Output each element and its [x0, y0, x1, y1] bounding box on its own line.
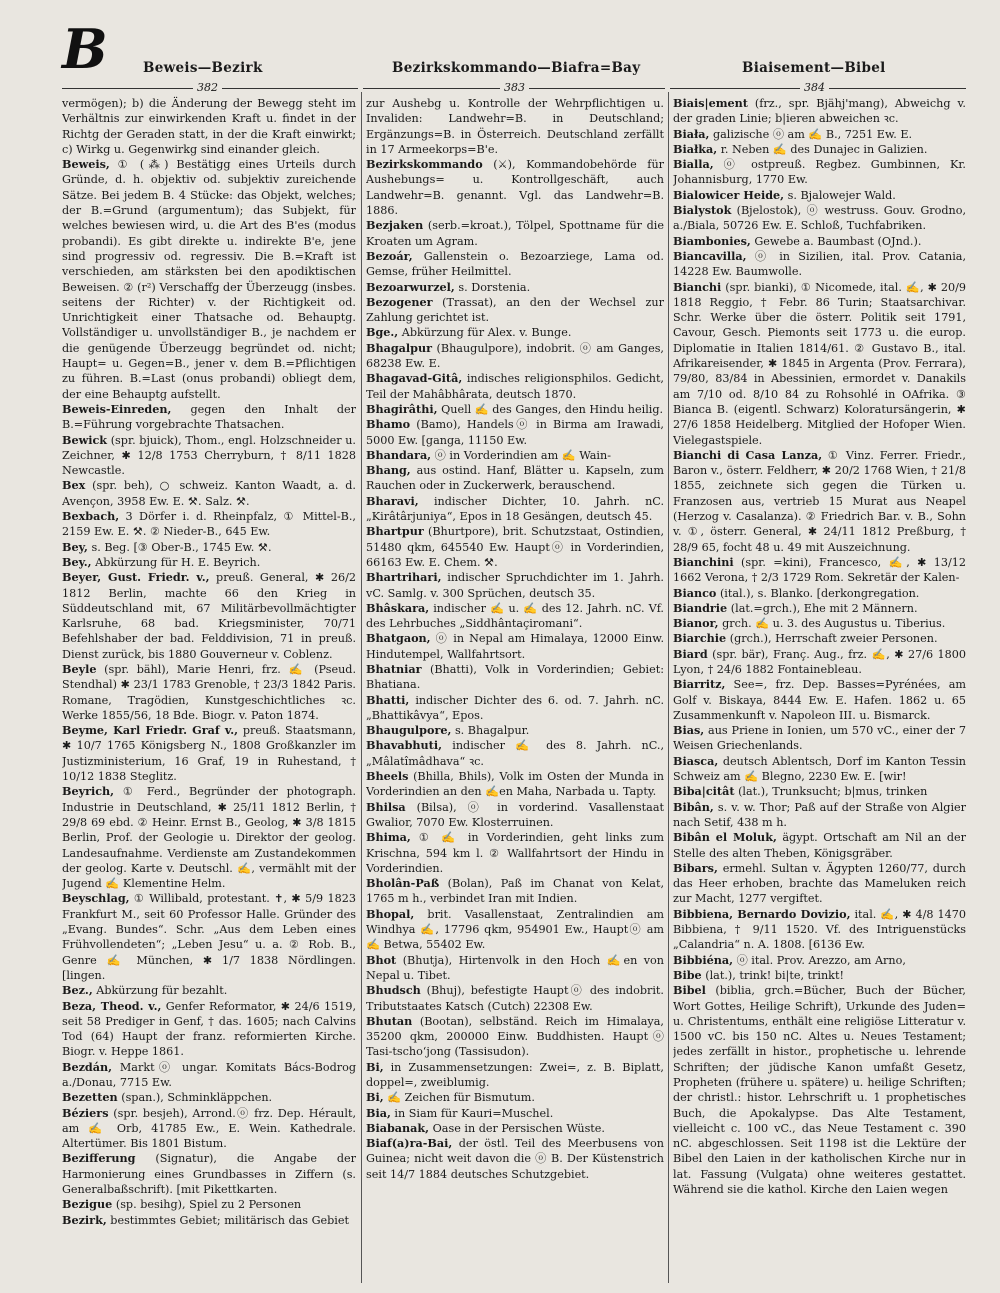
entry-headword: Bhatti, [366, 692, 410, 707]
entry-definition: ⓞ in Vorderindien am ✍ Wain- [434, 448, 611, 462]
entry-headword: Bhâskara, [366, 600, 430, 615]
dictionary-entry [673, 754, 966, 785]
entry-definition: Gallenstein o. Bezoarziege, Lama od. Gemse, früher Heilmittel. [366, 249, 664, 279]
dictionary-entry [673, 861, 966, 907]
entry-definition: (span.), Schminkläppchen. [121, 1091, 273, 1105]
entry-headword: Bex [62, 478, 86, 493]
entry-headword: Białka, [673, 141, 718, 156]
entry-headword: Bezogener [366, 294, 433, 309]
entry-headword: Bhang, [366, 463, 411, 478]
entry-headword: Bianchini [673, 554, 734, 569]
continuation-text: vermögen); b) die Änderung der Bewegg steht im Verhältnis zur einwirkenden Kraft u. findet in der Richtg der Geraden statt, in der die Kraft einwirkt; c) Wirkg u. Gegenwirkg sind einander gleich. [62, 97, 356, 156]
entry-headword: Bheels [366, 769, 409, 784]
dictionary-entry [366, 157, 664, 218]
dictionary-entry [366, 876, 664, 907]
dictionary-entry [366, 280, 664, 295]
entry-headword: Bibbiena, Bernardo Dovizio, [673, 906, 851, 921]
dictionary-entry [62, 662, 356, 723]
dictionary-entry [62, 983, 356, 998]
dictionary-entry [62, 157, 356, 402]
entry-headword: Bhartrihari, [366, 570, 442, 585]
entry-definition: in Siam für Kauri=Muschel. [394, 1106, 554, 1120]
entry-definition: (spr. =kini), Francesco, ✍, ✱ 13/12 1662 Verona, † 2/3 1729 Rom. Sekretär der Kalen- [673, 555, 966, 585]
entry-headword: Bezirk, [62, 1212, 107, 1227]
entry-definition: See=, frz. Dep. Basses=Pyrénées, am Golf v. Biskaya, 8444 Ew. E. Hafen. 1862 u. 65 Zusammenkunft v. Napoleon III. u. Bismarck. [673, 678, 966, 722]
entry-definition: s. Beg. [③ Ober-B., 1745 Ew. ⚒. [91, 540, 272, 554]
entry-headword: Beweis, [62, 157, 110, 172]
entry-headword: Biasca, [673, 753, 719, 768]
entry-definition: indischer Dichter, 10. Jahrh. nC. „Kirâtârjuniya“, Epos in 18 Gesängen, deutsch 45. [366, 494, 664, 524]
dictionary-entry [366, 601, 664, 632]
dictionary-entry [62, 555, 356, 570]
entry-headword: Bge., [366, 325, 399, 340]
dictionary-entry [62, 723, 356, 784]
entry-headword: Béziers [62, 1105, 109, 1120]
entry-definition: ⓞ in Sizilien, ital. Prov. Catania, 14228 Ew. Baumwolle. [673, 249, 966, 279]
dictionary-entry [62, 1106, 356, 1152]
dictionary-entry [673, 555, 966, 586]
dictionary-entry [673, 142, 966, 157]
entry-definition: Abkürzung für bezahlt. [96, 984, 228, 998]
entry-definition: grch. ✍ u. 3. des Augustus u. Tiberius. [722, 617, 946, 631]
entry-headword: Bialla, [673, 157, 714, 172]
dictionary-entry [366, 769, 664, 800]
entry-headword: Bezirkskommando [366, 157, 483, 172]
entry-headword: Bhandara, [366, 447, 432, 462]
entry-headword: Bhagalpur [366, 340, 433, 355]
entry-definition: (Bootan), selbständ. Reich im Himalaya, 35200 qkm, 200000 Einw. Buddhisten. Hauptⓞ Tasi-tschoʻjong (Tassisudon). [366, 1014, 664, 1059]
entry-headword: Bias, [673, 723, 705, 738]
dictionary-entry [366, 417, 664, 448]
dictionary-entry [673, 830, 966, 861]
column-right [673, 96, 966, 1283]
dictionary-entry [366, 325, 664, 340]
dictionary-entry [366, 738, 664, 769]
dictionary-entry [673, 800, 966, 831]
entry-definition: (biblia, grch.=Bücher, Buch der Bücher, Wort Gottes, Heilige Schrift), Urkunde des Juden= u. Christentums, enthält eine religiöse Litteratur v. 1500 vC. bis 150 nC. Altes u. Neues Testament; jedes zerfällt in histor., prophetische u. lehrende Schriften; der jüdische Kanon umfaßt Gesetz, Propheten (frühere u. spätere) u. heilige Schriften; der christl.: histor. Lehrschrift u. 1 prophetisches Buch, die Apokalypse. Das Alte Testament, vielleicht c. 100 vC., das Neue Testament c. 390 nC. abgeschlossen. Seit 1198 ist die Lektüre der Bibel den Laien in der katholischen Kirche nur in lat. Fassung (Vulgata) ohne weiteres gestattet. Während sie die kathol. Kirche den Laien wegen [673, 984, 966, 1197]
entry-headword: Biarritz, [673, 677, 726, 692]
entry-definition: (spr. bjuick), Thom., engl. Holzschneider u. Zeichner, ✱ 12/8 1753 Cherryburn, † 8/11 1828 Newcastle. [62, 433, 356, 478]
dictionary-entry [366, 1014, 664, 1060]
dictionary-entry [366, 524, 664, 570]
dictionary-entry [366, 1136, 664, 1182]
entry-headword: Bhilsa [366, 799, 406, 814]
dictionary-entry [673, 616, 966, 631]
entry-headword: Bialystok [673, 203, 732, 218]
running-head-middle: Bezirkskommando—Biafra=Bay [392, 60, 641, 76]
entry-headword: Bezigue [62, 1197, 113, 1212]
dictionary-entry [62, 1151, 356, 1197]
entry-headword: Biba|citât [673, 784, 735, 799]
entry-definition: in Zusammensetzungen: Zwei=, z. B. Biplatt, doppel=, zweiblumig. [366, 1060, 664, 1089]
entry-definition: (Bhuj), befestigte Hauptⓞ des indobrit. Tributstaates Katsch (Cutch) 22308 Ew. [366, 984, 664, 1013]
dictionary-entry [673, 968, 966, 983]
dictionary-entry [673, 983, 966, 1197]
dictionary-entry [366, 693, 664, 724]
dictionary-entry [62, 570, 356, 662]
entry-definition: aus ostind. Hanf, Blätter u. Kapseln, zum Rauchen oder in Zuckerwerk, berauschend. [366, 464, 664, 493]
dictionary-entry [673, 280, 966, 448]
dictionary-entry [673, 953, 966, 968]
dictionary-entry [366, 662, 664, 693]
entry-definition: (lat.), trink! bi|te, trinkt! [705, 968, 844, 982]
entry-definition: ① Vinz. Ferrer. Friedr., Baron v., österr. Feldherr, ✱ 20/2 1768 Wien, † 21/8 1855, zeichnete sich gegen die Türken u. Franzosen aus, vertrieb 15 Murat aus Neapel (Herzog v. Casalanza). ② Friedrich Bar. v. B., Sohn v. ①, österr. General, ✱ 24/11 1812 Preßburg, † 28/9 65, focht 48 u. 49 mit Auszeichnung. [673, 448, 966, 554]
dictionary-entry [673, 157, 966, 188]
dictionary-entry [62, 891, 356, 983]
entry-headword: Bhatgaon, [366, 631, 431, 646]
dictionary-entry [62, 1090, 356, 1105]
entry-definition: ⓞ ital. Prov. Arezzo, am Arno, [736, 953, 906, 967]
dictionary-entry [62, 509, 356, 540]
dictionary-entry [62, 784, 356, 891]
entry-definition: (lat.), Trunksucht; b|mus, trinken [738, 785, 928, 799]
dictionary-entry [673, 127, 966, 142]
entry-headword: Bhatniar [366, 661, 422, 676]
dictionary-entry [366, 953, 664, 984]
entry-headword: Bhagavad-Gitâ, [366, 371, 463, 386]
continuation-text: zur Aushebg u. Kontrolle der Wehrpflichtigen u. Invaliden: Landwehr=B. in Deutschland; Ergänzungs=B. in Österreich. Deutschland zerfällt in 17 Armeekorps=B'e. [366, 97, 664, 156]
dictionary-entry [366, 295, 664, 326]
entry-headword: Bhudsch [366, 983, 421, 998]
dictionary-entry [366, 218, 664, 249]
entry-headword: Bhima, [366, 830, 411, 845]
entry-definition: (Bhurtpore), brit. Schutzstaat, Ostindien, 51480 qkm, 645540 Ew. Hauptⓞ in Vorderindien, 66163 Ew. E. Chem. ⚒. [366, 525, 664, 569]
entry-definition: (Bjelostok), ⓞ westruss. Gouv. Grodno, a./Biala, 50726 Ew. E. Schloß, Tuchfabriken. [673, 204, 966, 233]
entry-definition: indischer ✍ u. ✍ des 12. Jahrh. nC. Vf. des Lehrbuches „Siddhântaçiromani“. [366, 601, 664, 631]
entry-definition: Quell ✍ des Ganges, den Hindu heilig. [441, 402, 664, 416]
entry-headword: Bia, [366, 1105, 391, 1120]
dictionary-entry [366, 723, 664, 738]
entry-definition: (⚔), Kommandobehörde für Aushebungs= u. Kontrollgeschäft, auch Landwehr=B. genannt. Vgl. das Landwehr=B. 1886. [366, 158, 664, 218]
column-left [62, 96, 356, 1283]
entry-definition: (spr. bähl), Marie Henri, frz. ✍ (Pseud. Stendhal) ✱ 23/1 1783 Grenoble, † 23/3 1842 Paris. Romane, Tragödien, Kunstgeschichtliches ꝛc. Werke 1855/56, 18 Bde. Biogr. v. Paton 1874. [62, 662, 356, 722]
entry-headword: Bezetten [62, 1090, 118, 1105]
entry-definition: indisches religionsphilos. Gedicht, Teil der Mahâbhârata, deutsch 1870. [366, 372, 664, 401]
entry-headword: Beyme, Karl Friedr. Graf v., [62, 723, 238, 738]
entry-definition: (Bamo), Handelsⓞ in Birma am Irawadi, 5000 Ew. [ganga, 11150 Ew. [366, 418, 664, 447]
entry-definition: (grch.), Herrschaft zweier Personen. [729, 632, 938, 646]
entry-definition: (spr. bianki), ① Nicomede, ital. ✍, ✱ 20/9 1818 Reggio, † Febr. 86 Turin; Staatsarchivar. Schr. Werke über die österr. Politik seit 1791, Cavour, Gesch. Piemonts seit 1773 u. die europ. Diplomatie in Italien 1814/61. ② Gustavo B., ital. Afrikareisender, ✱ 1845 in Argenta (Prov. Ferrara), 79/80, 83/84 in Abessinien, ermordet v. Danakils am 7/10 od. 8/10 84 zu Rohsohlé in OAfrika. ③ Bianca B. (eigentl. Schwarz) Koloratursängerin, ✱ 27/6 1858 Heidelberg. Mitglied der Hofoper Wien. Vielegastspiele. [673, 280, 966, 447]
entry-definition: aus Priene in Ionien, um 570 vC., einer der 7 Weisen Griechenlands. [673, 724, 966, 753]
entry-definition: ① ✍ in Vorderindien, geht links zum Krischna, 594 km l. ② Wallfahrtsort der Hindu in Vorderindien. [366, 831, 664, 875]
entry-headword: Bhopal, [366, 906, 415, 921]
column-middle [366, 96, 664, 1283]
dictionary-entry [366, 800, 664, 831]
dictionary-entry [366, 341, 664, 372]
dictionary-entry [366, 1121, 664, 1136]
entry-headword: Bialowicer Heide, [673, 187, 785, 202]
entry-headword: Bibbiéna, [673, 952, 733, 967]
dictionary-entry [673, 907, 966, 953]
entry-headword: Biarchie [673, 631, 727, 646]
entry-definition: ✍ Zeichen für Bismutum. [387, 1091, 535, 1105]
entry-definition: Oase in der Persischen Wüste. [432, 1121, 605, 1135]
entry-definition: (spr. bär), Franç. Aug., frz. ✍, ✱ 27/6 1800 Lyon, † 24/6 1882 Fontainebleau. [673, 647, 966, 676]
entry-definition: indischer Dichter des 6. od. 7. Jahrh. nC. „Bhattikâvya“, Epos. [366, 693, 664, 722]
dictionary-entry [366, 631, 664, 662]
entry-definition: (Bhutja), Hirtenvolk in den Hoch ✍en von Nepal u. Tibet. [366, 953, 664, 982]
entry-definition: (Bhilla, Bhils), Volk im Osten der Munda in Vorderindien an den ✍en Maha, Narbada u. Tapty. [366, 770, 664, 799]
entry-definition: 3 Dörfer i. d. Rheinpfalz, ① Mittel-B., 2159 Ew. E. ⚒. ② Nieder-B., 645 Ew. [62, 510, 356, 539]
entry-headword: Bibel [673, 983, 706, 998]
dictionary-entry [673, 448, 966, 555]
entry-headword: Bezoár, [366, 248, 413, 263]
entry-definition: (Signatur), die Angabe der Harmonierung eines Grundbasses in Ziffern (s. Generalbaßschrift). [mit Pikettkarten. [62, 1152, 356, 1197]
entry-definition: bestimmtes Gebiet; militärisch das Gebiet [110, 1213, 349, 1227]
dictionary-entry [62, 1213, 356, 1228]
dictionary-entry [366, 402, 664, 417]
entry-definition: ermehl. Sultan v. Ägypten 1260/77, durch das Heer erhoben, brachte das Mameluken reich zur Macht, 1277 vergiftet. [673, 861, 966, 906]
entry-definition: (sp. besihg), Spiel zu 2 Personen [115, 1198, 302, 1212]
entry-definition: indischer Spruchdichter im 1. Jahrh. vC. Samlg. v. 300 Sprüchen, deutsch 35. [366, 571, 664, 600]
entry-headword: Bhutan [366, 1013, 413, 1028]
entry-definition: ① Ferd., Begründer der photograph. Industrie in Deutschland, ✱ 25/11 1812 Berlin, † 29/8 69 ebd. ② Heinr. Ernst B., Geolog, ✱ 3/8 1815 Berlin, Prof. der Geologie u. Direktor der geolog. Landesaufnahme. Verdienste am Zustandekommen der geolog. Karte v. Deutschl. ✍, vermählt mit der Jugend ✍ Klementine Helm. [62, 785, 356, 891]
dictionary-entry [366, 463, 664, 494]
entry-definition: (ital.), s. Blanko. [derkongregation. [719, 586, 920, 600]
page-number-left: 382 [193, 81, 222, 94]
entry-definition: Gewebe a. Baumbast (OJnd.). [754, 234, 922, 248]
entry-definition: (serb.=kroat.), Tölpel, Spottname für die Kroaten um Agram. [366, 219, 664, 248]
entry-definition: s. Bhagalpur. [454, 724, 530, 738]
entry-headword: Bholân-Paß [366, 876, 440, 891]
entry-headword: Beyrich, [62, 784, 115, 799]
entry-definition: (frz., spr. Bjähj'mang), Abweichg v. der graden Linie; b|ieren abweichen ꝛc. [673, 97, 966, 126]
entry-definition: (Bolan), Paß im Chanat von Kelat, 1765 m h., verbindet Iran mit Indien. [366, 877, 664, 906]
entry-headword: Bianco [673, 585, 717, 600]
dictionary-entry [673, 96, 966, 127]
dictionary-entry [673, 631, 966, 646]
entry-headword: Beyle [62, 661, 97, 676]
dictionary-entry [366, 448, 664, 463]
entry-headword: Biais|ement [673, 96, 748, 110]
dictionary-entry [62, 1197, 356, 1212]
entry-definition: s. v. w. Thor; Paß auf der Straße von Algier nach Setif, 438 m h. [673, 800, 966, 829]
entry-headword: Biancavilla, [673, 248, 747, 263]
column-divider [361, 92, 362, 1283]
entry-definition: Marktⓞ ungar. Komitats Bács-Bodrog a./Donau, 7715 Ew. [62, 1060, 356, 1089]
entry-definition: (Bilsa), ⓞ in vorderind. Vasallenstaat Gwalior, 7070 Ew. Klosterruinen. [366, 800, 664, 829]
entry-definition: (lat.=grch.), Ehe mit 2 Männern. [730, 601, 918, 615]
entry-headword: Bibân el Moluk, [673, 830, 777, 845]
entry-definition: preuß. Staatsmann, ✱ 10/7 1765 Königsberg N., 1808 Großkanzler im Justizministerium, 16 Graf, 19 in Ruhestand, † 10/12 1838 Steglitz. [62, 724, 356, 784]
entry-definition: (Bhaugulpore), indobrit. ⓞ am Ganges, 68238 Ew. E. [366, 341, 664, 371]
dictionary-entry [366, 371, 664, 402]
running-head-right: Biaisement—Bibel [742, 60, 886, 76]
entry-headword: Bi, [366, 1059, 384, 1074]
entry-definition: ägypt. Ortschaft am Nil an der Stelle des alten Theben, Königsgräber. [673, 831, 966, 860]
dictionary-entry [62, 540, 356, 555]
dictionary-entry [62, 999, 356, 1060]
entry-headword: Bharavi, [366, 493, 419, 508]
entry-headword: Bhartpur [366, 524, 424, 539]
entry-definition: der östl. Teil des Meerbusens von Guinea; nicht weit davon die ⓞ B. Der Küstenstrich seit 14/7 1884 deutsches Schutzgebiet. [366, 1137, 664, 1181]
entry-definition: Abkürzung für Alex. v. Bunge. [401, 326, 572, 340]
dictionary-entry [673, 586, 966, 601]
entry-definition: r. Neben ✍ des Dunajec in Galizien. [720, 142, 928, 156]
entry-definition: ⓞ in Nepal am Himalaya, 12000 Einw. Hindutempel, Wallfahrtsort. [366, 632, 664, 661]
page-number-middle: 383 [500, 81, 529, 94]
section-letter: B [62, 17, 108, 81]
dictionary-entry [62, 478, 356, 509]
dictionary-entry [366, 983, 664, 1014]
entry-headword: Bewick [62, 432, 108, 447]
entry-headword: Bey., [62, 554, 92, 569]
dictionary-entry [673, 234, 966, 249]
running-head-left: Beweis—Bezirk [143, 60, 263, 76]
dictionary-entry [62, 433, 356, 479]
dictionary-entry [62, 1060, 356, 1091]
entry-headword: Bez., [62, 983, 93, 998]
entry-headword: Bibân, [673, 799, 714, 814]
entry-headword: Bhagirâthi, [366, 401, 438, 416]
entry-definition: Abkürzung für H. E. Beyrich. [95, 555, 261, 569]
entry-headword: Bezdán, [62, 1059, 113, 1074]
entry-definition: brit. Vasallenstaat, Zentralindien am Windhya ✍, 17796 qkm, 954901 Ew., Hauptⓞ am ✍ Betwa, 55402 Ew. [366, 907, 664, 952]
dictionary-entry [366, 830, 664, 876]
entry-headword: Biambonies, [673, 233, 751, 248]
entry-definition: s. Dorstenia. [458, 280, 531, 294]
entry-headword: Beweis-Einreden, [62, 401, 172, 416]
entry-definition: (spr. besjeh), Arrond.ⓞ frz. Dep. Hérault, am ✍ Orb, 41785 Ew., E. Wein. Kathedrale. Altertümer. Bis 1801 Bistum. [62, 1106, 356, 1151]
dictionary-entry [673, 723, 966, 754]
entry-definition: ① (⁂) Bestätigg eines Urteils durch Gründe, d. h. objektiv od. subjektiv zureichende Sätze. Bei jedem B. 4 Stücke: das Objekt, welches; der B.=Grund (argumentum); das Subjekt, für welches bewiesen wird, u. die Art des B'es (modus probandi). Es gibt direkte u. indirekte B'e, jene sind progressiv od. regressiv. Die B.=Kraft ist verschieden, am stärksten bei den apodiktischen Beweisen. ② (r²) Verschaffg der Überzeugg (insbes. seitens der Richter) v. der Richtigkeit od. Unrichtigkeit einer Thatsache od. Behauptg. Vollständiger u. unvollständiger B., je nachdem er die genügende Überzeugg begründet od. nicht; Haupt= u. Gegen=B., jener v. dem B.=Pflichtigen zu führen. B.=Last (onus probandi) obliegt dem, der eine Behauptg aufstellt. [62, 158, 356, 401]
entry-definition: s. Bjalowejer Wald. [787, 188, 896, 202]
entry-definition: galizische ⓞ am ✍ B., 7251 Ew. E. [712, 127, 913, 141]
dictionary-entry [673, 249, 966, 280]
entry-headword: Bezjaken [366, 218, 424, 233]
dictionary-entry [366, 249, 664, 280]
dictionary-entry [673, 677, 966, 723]
entry-headword: Bezoarwurzel, [366, 279, 455, 294]
entry-headword: Bibe [673, 967, 702, 982]
entry-definition: ital. ✍, ✱ 4/8 1470 Bibbiena, † 9/11 1520. Vf. des Intriguenstücks „Calandria“ n. A. 1808. [6136 Ew. [673, 907, 966, 952]
entry-headword: Bey, [62, 539, 88, 554]
entry-headword: Biabanak, [366, 1120, 430, 1135]
dictionary-entry [673, 188, 966, 203]
entry-headword: Bhavabhuti, [366, 738, 442, 753]
column-divider [668, 92, 669, 1283]
entry-headword: Bhamo [366, 417, 411, 432]
entry-headword: Beza, Theod. v., [62, 998, 162, 1013]
dictionary-entry [673, 601, 966, 616]
entry-headword: Bexbach, [62, 509, 120, 524]
dictionary-entry [366, 1106, 664, 1121]
dictionary-entry [673, 647, 966, 678]
entry-definition: (Trassat), an den der Wechsel zur Zahlung gerichtet ist. [366, 295, 664, 325]
entry-headword: Bhot [366, 952, 397, 967]
entry-headword: Bianchi di Casa Lanza, [673, 447, 823, 462]
entry-definition: indischer ✍ des 8. Jahrh. nC., „Mâlatîmâdhava“ ꝛc. [366, 739, 664, 768]
entry-definition: deutsch Ablentsch, Dorf im Kanton Tessin Schweiz am ✍ Blegno, 2230 Ew. E. [wir! [673, 754, 966, 784]
entry-definition: Genfer Reformator, ✱ 24/6 1519, seit 58 Prediger in Genf, † das. 1605; nach Calvins Tod (64) Haupt der franz. reformierten Kirche. Biogr. v. Heppe 1861. [62, 999, 356, 1059]
dictionary-entry [62, 402, 356, 433]
entry-headword: Bibars, [673, 860, 718, 875]
entry-headword: Bhaugulpore, [366, 723, 452, 738]
dictionary-entry [366, 570, 664, 601]
entry-headword: Bianchi [673, 279, 722, 294]
dictionary-entry [366, 1060, 664, 1091]
entry-definition: ⓞ ostpreuß. Regbez. Gumbinnen, Kr. Johannisburg, 1770 Ew. [673, 158, 966, 187]
entry-definition: (spr. beh), ○ schweiz. Kanton Waadt, a. d. Avençon, 3958 Ew. E. ⚒. Salz. ⚒. [62, 479, 356, 508]
entry-headword: Beyer, Gust. Friedr. v., [62, 570, 210, 585]
entry-headword: Beyschlag, [62, 891, 130, 906]
entry-headword: Biaf(a)ra-Bai, [366, 1136, 453, 1151]
entry-definition: preuß. General, ✱ 26/2 1812 Berlin, machte 66 den Krieg in Süddeutschland mit, 67 Militärbevollmächtigter Karlsruhe, 68 bad. Kriegsminister, 70/71 Befehlshaber der bad. Felddivision, 71 in preuß. Dienst zurück, bis 1880 Gouverneur v. Coblenz. [62, 571, 356, 661]
dictionary-entry [366, 494, 664, 525]
entry-headword: Bianor, [673, 616, 719, 631]
dictionary-entry [673, 784, 966, 799]
entry-definition: ① Willibald, protestant. ✝, ✱ 5/9 1823 Frankfurt M., seit 60 Professor Halle. Gründer des „Evang. Bundes“. Schr. „Aus dem Leben eines Frühvollendeten“; „Leben Jesu“ u. a. ② Rob. B., Genre ✍ München, ✱ 1/7 1838 Nördlingen. [lingen. [62, 892, 356, 982]
dictionary-entry [366, 907, 664, 953]
entry-headword: Biała, [673, 126, 710, 141]
entry-headword: Bezifferung [62, 1151, 136, 1166]
entry-definition: gegen den Inhalt der B.=Führung vorgebrachte Thatsachen. [62, 402, 356, 432]
entry-definition: (Bhatti), Volk in Vorderindien; Gebiet: Bhatiana. [366, 662, 664, 692]
entry-headword: Biard [673, 646, 708, 661]
page-number-right: 384 [800, 81, 829, 94]
entry-headword: Biandrie [673, 600, 728, 615]
dictionary-entry [673, 203, 966, 234]
entry-headword: Bi, [366, 1090, 384, 1105]
dictionary-entry [366, 1090, 664, 1105]
